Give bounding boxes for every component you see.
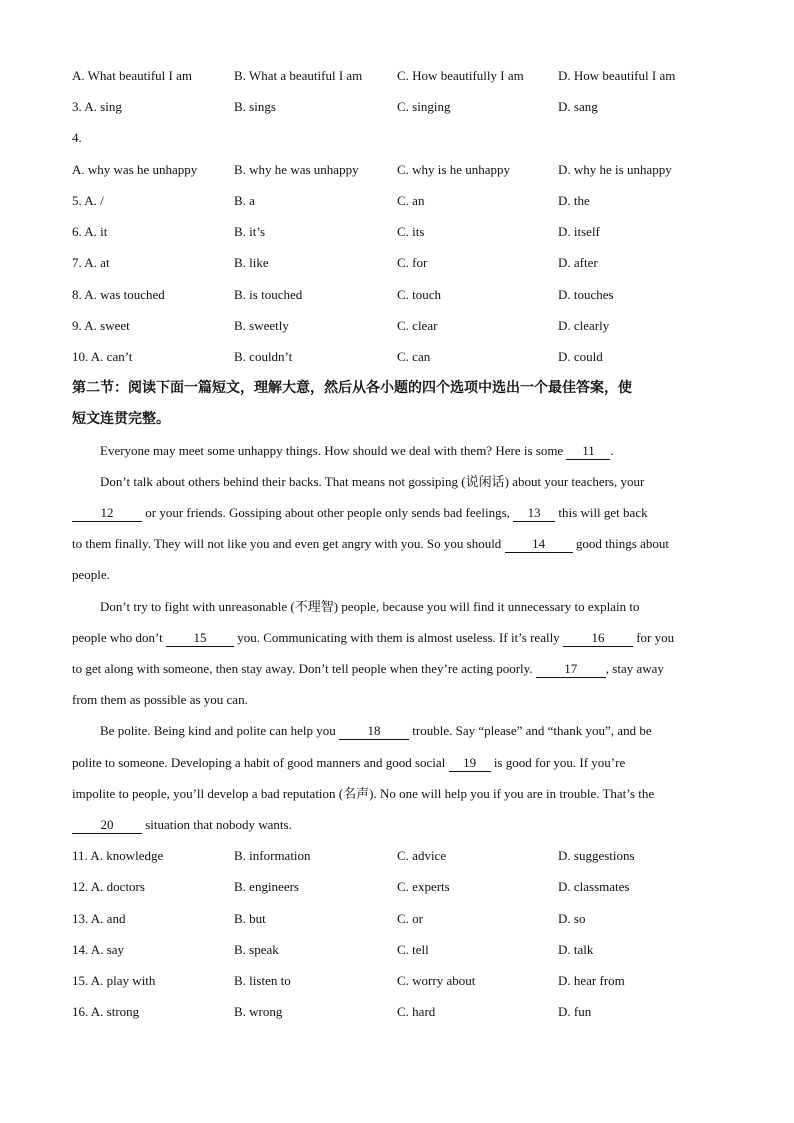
option-c: C. advice xyxy=(397,848,447,863)
passage-line xyxy=(72,753,722,773)
blank-15: 15 xyxy=(166,630,234,647)
option-c: C. an xyxy=(397,193,425,208)
blank-12: 12 xyxy=(72,505,142,522)
option-d: D. touches xyxy=(558,287,614,302)
option-a xyxy=(72,97,122,117)
blank-11: 11 xyxy=(566,443,610,460)
passage-line: people. xyxy=(72,567,110,582)
option-d: D. classmates xyxy=(558,879,630,894)
text: for you xyxy=(632,630,675,645)
option-c: C. How beautifully I am xyxy=(397,68,524,83)
option-d: D. itself xyxy=(558,224,600,239)
option-b: B. why he was unhappy xyxy=(234,162,359,177)
blank-17: 17 xyxy=(536,661,606,678)
option-d: D. sang xyxy=(558,99,598,114)
option-row-8 xyxy=(72,285,732,305)
option-a: 13. A. and xyxy=(72,911,126,926)
option-c: C. touch xyxy=(397,287,442,302)
text: or your friends. Gossiping about other people only sends bad feelings, xyxy=(142,505,514,520)
passage-line xyxy=(72,659,722,679)
question-number: 4. xyxy=(72,130,82,145)
option-a: 16. A. strong xyxy=(72,1004,140,1019)
option-b: B. engineers xyxy=(234,879,299,894)
option-c: C. tell xyxy=(397,942,429,957)
section-heading xyxy=(72,373,722,435)
option-row-12 xyxy=(72,877,732,897)
option-b: B. couldn’t xyxy=(234,349,293,364)
text: this will get back xyxy=(555,505,648,520)
section-heading-line-1: 第二节：阅读下面一篇短文，理解大意，然后从各小题的四个选项中选出一个最佳答案，使 xyxy=(72,380,632,396)
option-b: B. speak xyxy=(234,942,279,957)
text: . xyxy=(610,443,614,458)
option-d: D. hear from xyxy=(558,973,625,988)
option-b: B. like xyxy=(234,255,269,270)
blank-13: 13 xyxy=(513,505,555,522)
option-a: 7. A. at xyxy=(72,255,110,270)
option-d: D. talk xyxy=(558,942,594,957)
option-row-15 xyxy=(72,971,732,991)
question-4-number xyxy=(72,128,732,148)
blank-19: 19 xyxy=(449,755,491,772)
option-c: C. for xyxy=(397,255,428,270)
option-row-5 xyxy=(72,191,732,211)
option-b: B. wrong xyxy=(234,1004,283,1019)
option-row-11 xyxy=(72,846,732,866)
option-c: C. its xyxy=(397,224,425,239)
option-row-7 xyxy=(72,253,732,273)
option-a: 14. A. say xyxy=(72,942,124,957)
option-d: D. so xyxy=(558,911,586,926)
option-row-3 xyxy=(72,97,732,117)
option-d: D. why he is unhappy xyxy=(558,162,672,177)
option-d: D. the xyxy=(558,193,590,208)
option-a: A. why was he unhappy xyxy=(72,162,198,177)
option-c: C. clear xyxy=(397,318,438,333)
option-row-9 xyxy=(72,316,732,336)
option-b: B. a xyxy=(234,193,255,208)
text: situation that nobody wants. xyxy=(142,817,292,832)
option-d: D. clearly xyxy=(558,318,610,333)
option-a: 12. A. doctors xyxy=(72,879,145,894)
text: polite to someone. Developing a habit of good manners and good social xyxy=(72,755,449,770)
passage-line: Don’t talk about others behind their backs. That means not gossiping (说闲话) about your teachers, your xyxy=(100,474,645,489)
option-d: D. How beautiful I am xyxy=(558,68,676,83)
question-number: 3. xyxy=(72,99,82,114)
text: , stay away xyxy=(605,661,664,676)
blank-18: 18 xyxy=(339,723,409,740)
option-a: 9. A. sweet xyxy=(72,318,130,333)
blank-14: 14 xyxy=(505,536,573,553)
option-c: C. worry about xyxy=(397,973,476,988)
blank-20: 20 xyxy=(72,817,142,834)
text: trouble. Say “please” and “thank you”, and be xyxy=(409,723,652,738)
passage-line xyxy=(72,534,722,554)
option-c: C. can xyxy=(397,349,431,364)
option-row-16 xyxy=(72,1002,732,1022)
option-a: 8. A. was touched xyxy=(72,287,165,302)
option-a-text: A. sing xyxy=(84,99,122,114)
option-a: 5. A. / xyxy=(72,193,104,208)
option-b: B. sweetly xyxy=(234,318,289,333)
section-heading-line-2: 短文连贯完整。 xyxy=(72,411,170,427)
option-b: B. but xyxy=(234,911,266,926)
option-d: D. could xyxy=(558,349,603,364)
option-b: B. information xyxy=(234,848,311,863)
option-a: 6. A. it xyxy=(72,224,108,239)
option-d: D. after xyxy=(558,255,598,270)
option-b: B. is touched xyxy=(234,287,303,302)
option-c: C. hard xyxy=(397,1004,436,1019)
option-c: C. or xyxy=(397,911,423,926)
text: you. Communicating with them is almost useless. If it’s really xyxy=(234,630,563,645)
option-row-13 xyxy=(72,909,732,929)
text: good things about xyxy=(572,536,669,551)
option-d: D. suggestions xyxy=(558,848,635,863)
option-c: C. why is he unhappy xyxy=(397,162,511,177)
option-b: B. listen to xyxy=(234,973,291,988)
passage-line xyxy=(100,721,750,741)
option-c: C. experts xyxy=(397,879,450,894)
passage-line xyxy=(100,441,750,461)
text: is good for you. If you’re xyxy=(490,755,626,770)
option-d: D. fun xyxy=(558,1004,592,1019)
text: to get along with someone, then stay away. Don’t tell people when they’re acting poorly. xyxy=(72,661,536,676)
passage-line xyxy=(72,628,722,648)
passage-line: from them as possible as you can. xyxy=(72,692,248,707)
passage-line: Don’t try to fight with unreasonable (不理智) people, because you will find it unnecessary to explain to xyxy=(100,599,640,614)
option-row-10 xyxy=(72,347,732,367)
blank-16: 16 xyxy=(563,630,633,647)
text: Be polite. Being kind and polite can help you xyxy=(100,723,340,738)
option-b: B. it’s xyxy=(234,224,266,239)
option-a: 15. A. play with xyxy=(72,973,156,988)
option-a: 11. A. knowledge xyxy=(72,848,164,863)
option-b: B. What a beautiful I am xyxy=(234,68,363,83)
option-row-2 xyxy=(72,66,732,86)
passage-line xyxy=(72,815,722,835)
text: to them finally. They will not like you and even get angry with you. So you should xyxy=(72,536,505,551)
passage-line xyxy=(72,503,722,523)
passage-line: impolite to people, you’ll develop a bad reputation (名声). No one will help you if you are in trouble. That’s the xyxy=(72,786,655,801)
option-a: 10. A. can’t xyxy=(72,349,133,364)
option-row-6 xyxy=(72,222,732,242)
text: Everyone may meet some unhappy things. How should we deal with them? Here is some xyxy=(100,443,567,458)
option-b: B. sings xyxy=(234,99,276,114)
text: people who don’t xyxy=(72,630,166,645)
option-row-4 xyxy=(72,160,732,180)
option-a: A. What beautiful I am xyxy=(72,68,192,83)
option-row-14 xyxy=(72,940,732,960)
option-c: C. singing xyxy=(397,99,451,114)
